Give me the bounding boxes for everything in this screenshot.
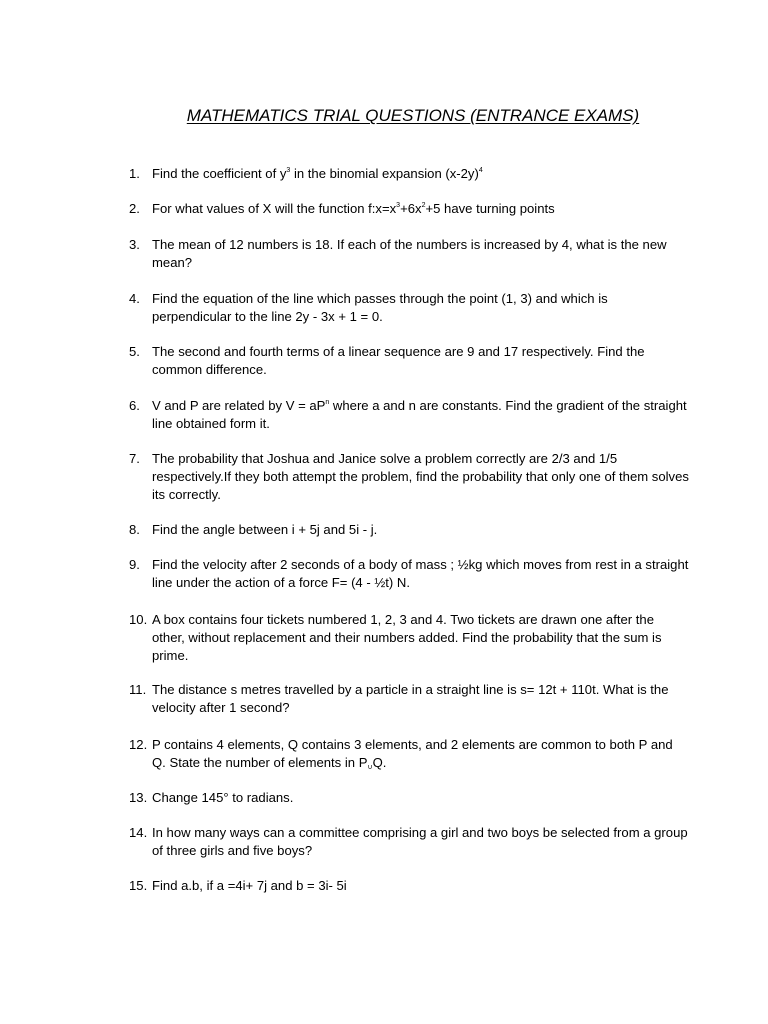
question-1: [129, 165, 689, 183]
question-number: 12.: [129, 737, 148, 752]
question-number: 2.: [129, 201, 140, 216]
question-number: 11.: [129, 682, 147, 697]
question-text: Find the angle between i + 5j and 5i - j.: [152, 522, 378, 537]
question-text: Find a.b, if a =4i+ 7j and b = 3i- 5i: [152, 878, 347, 893]
question-text: The second and fourth terms of a linear sequence are 9 and 17 respectively. Find the common difference.: [152, 344, 645, 377]
question-6: [129, 397, 689, 433]
question-text: Change 145° to radians.: [152, 790, 294, 805]
question-text: V and P are related by $V = aP^n$ where a and n are constants. Find the gradient of the straight line obtained form it.: [152, 398, 687, 431]
question-text: For what values of X will the function $f:x=x^3+6x^2+5$ have turning points: [152, 201, 555, 216]
question-text: Find the equation of the line which passes through the point (1, 3) and which is perpendicular to the line 2y - 3x + 1 = 0.: [152, 291, 608, 324]
question-number: 13.: [129, 790, 148, 805]
question-14: [129, 824, 689, 860]
question-8: [129, 521, 689, 539]
question-12: [129, 736, 689, 772]
question-5: [129, 343, 689, 379]
question-text: The distance s metres travelled by a particle in a straight line is s= 12t + 110t. What is the velocity after 1 second?: [152, 682, 669, 715]
question-9: [129, 556, 689, 592]
question-4: [129, 290, 689, 326]
question-text: P contains 4 elements, Q contains 3 elements, and 2 elements are common to both P and Q. State the number of elements in $P_\cup Q$.: [152, 737, 673, 771]
question-number: 8.: [129, 522, 140, 537]
question-number: 4.: [129, 291, 140, 306]
question-13: [129, 789, 689, 807]
question-text: The probability that Joshua and Janice solve a problem correctly are 2/3 and 1/5 respectively.If they both attempt the problem, find the probability that only one of them solves its correctly.: [152, 451, 689, 502]
question-7: [129, 450, 689, 504]
question-number: 14.: [129, 825, 148, 840]
question-number: 10.: [129, 612, 148, 627]
question-10: [129, 611, 689, 665]
question-number: 9.: [129, 557, 140, 572]
question-number: 1.: [129, 166, 140, 181]
question-text: The mean of 12 numbers is 18. If each of the numbers is increased by 4, what is the new mean?: [152, 237, 667, 270]
question-number: 5.: [129, 344, 140, 359]
question-text: Find the velocity after 2 seconds of a body of mass ; ½kg which moves from rest in a straight line under the action of a force F= (4 - ½t) N.: [152, 557, 689, 590]
question-number: 3.: [129, 237, 140, 252]
page-title: MATHEMATICS TRIAL QUESTIONS (ENTRANCE EXAMS): [186, 106, 640, 125]
question-text: Find the coefficient of $y^3$ in the binomial expansion $(x-2y)^4$: [152, 166, 483, 181]
question-text: In how many ways can a committee comprising a girl and two boys be selected from a group of three girls and five boys?: [152, 825, 688, 858]
question-11: [129, 681, 689, 717]
question-number: 15.: [129, 878, 148, 893]
question-number: 6.: [129, 398, 140, 413]
question-3: [129, 236, 689, 272]
question-text: A box contains four tickets numbered 1, 2, 3 and 4. Two tickets are drawn one after the other, without replacement and their numbers added. Find the probability that the sum is prime.: [152, 612, 662, 663]
question-number: 7.: [129, 451, 140, 466]
question-15: [129, 877, 689, 895]
question-2: [129, 200, 689, 218]
